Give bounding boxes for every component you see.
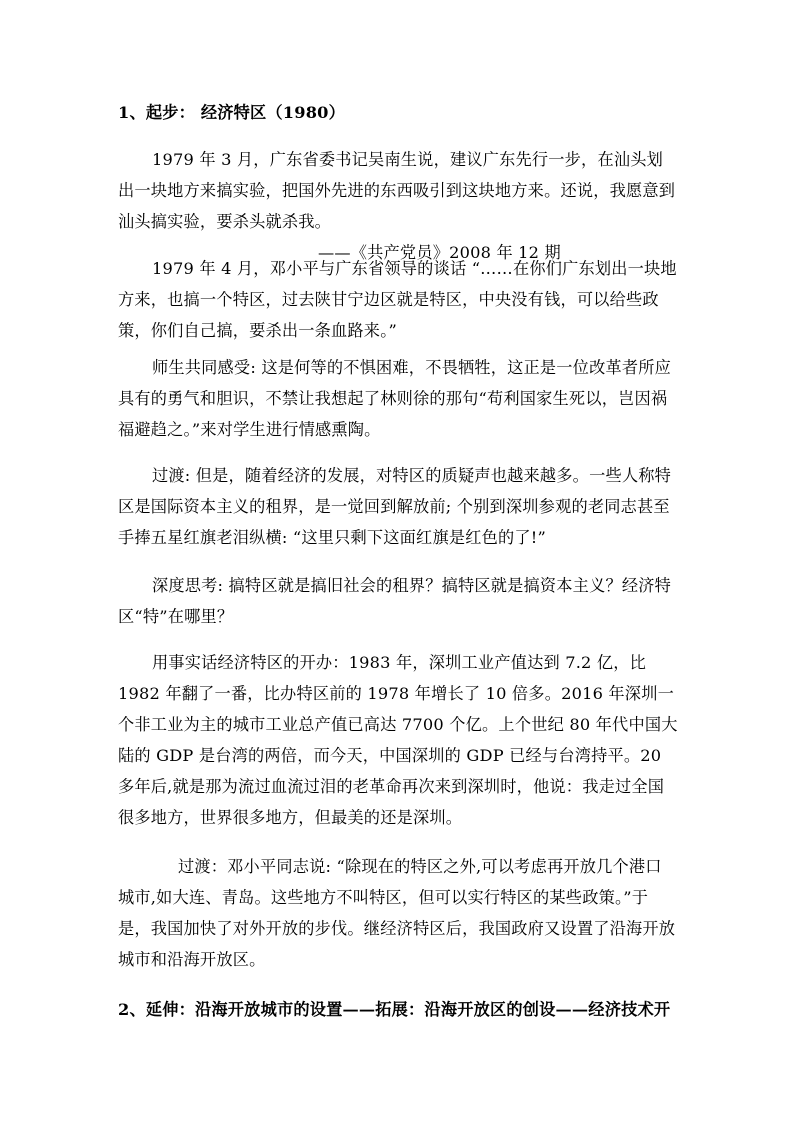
paragraph-wu-nansheng — [118, 144, 678, 268]
paragraph-deng-talk: 1979 年 4 月，邓小平与广东省领导的谈话 “……在你们广东划出一块地方来，也搞一个特区，过去陕甘宁边区就是特区，中央没有钱，可以给些政策，你们自己搞，要杀出一条血路来。” — [118, 259, 677, 340]
section-heading-2: 2、延伸：沿海开放城市的设置——拓展：沿海开放区的创设——经济技术开 — [118, 1000, 671, 1019]
paragraph-shared-feeling: 师生共同感受: 这是何等的不惧困难，不畏牺牲，这正是一位改革者所应具有的勇气和胆识，不禁让我想起了林则徐的那句“苟利国家生死以，岂因祸福避趋之。”来对学生进行情感熏陶。 — [118, 358, 672, 439]
paragraph-transition-doubts: 过渡: 但是，随着经济的发展，对特区的质疑声也越来越多。一些人称特区是国际资本主义的租界，是一觉回到解放前; 个别到深圳参观的老同志甚至手捧五星红旗老泪纵横: “这里只剩下这面红旗是红色的了!” — [118, 466, 672, 547]
citation-source: ——《共产党员》2008 年 12 期 — [318, 243, 561, 262]
paragraph-facts-shenzhen: 用事实话经济特区的开办：1983 年，深圳工业产值达到 7.2 亿，比 1982 年翻了一番，比办特区前的 1978 年增长了 10 倍多。2016 年深圳一个非工业为主的城市工业总产值已高达 7700 个亿。上个世纪 80 年代中国大陆的 GDP 是台湾的两倍，而今天，中国深圳的 GDP 已经与台湾持平。20 多年后,就是那为流过血流过泪的老革命再次来到深圳时，他说：我走过全国很多地方，世界很多地方，但最美的还是深圳。 — [118, 653, 678, 827]
paragraph-wu-nansheng-text: 1979 年 3 月，广东省委书记吴南生说，建议广东先行一步，在汕头划出一块地方来搞实验，把国外先进的东西吸引到这块地方来。还说，我愿意到汕头搞实验，要杀头就杀我。 — [118, 150, 676, 231]
section-heading-1: 1、起步： 经济特区（1980） — [118, 103, 346, 122]
paragraph-transition-coastal: 过渡：邓小平同志说: “除现在的特区之外,可以考虑再开放几个港口城市,如大连、青岛。这些地方不叫特区，但可以实行特区的某些政策。”于是，我国加快了对外开放的步伐。继经济特区后，我国政府又设置了沿海开放城市和沿海开放区。 — [118, 857, 676, 969]
paragraph-deep-thinking: 深度思考: 搞特区就是搞旧社会的租界？搞特区就是搞资本主义？经济特区“特”在哪里？ — [118, 576, 672, 626]
